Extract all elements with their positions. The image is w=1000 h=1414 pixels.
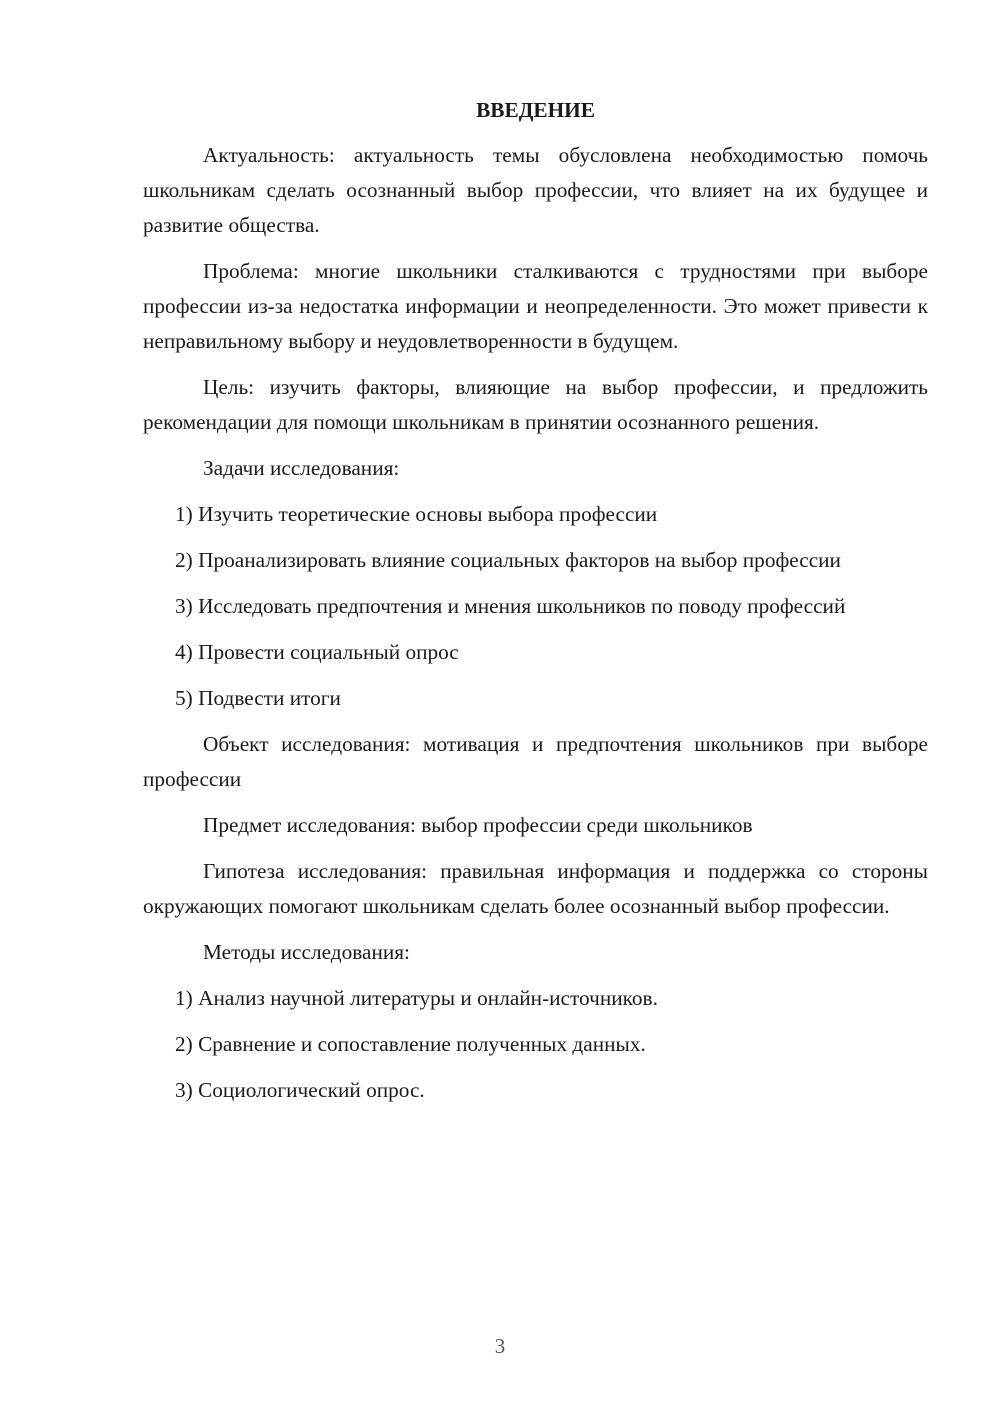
methods-heading: Методы исследования: bbox=[203, 940, 410, 964]
method-item: 2) Сравнение и сопоставление полученных данных. bbox=[175, 1032, 646, 1056]
relevance-paragraph: Актуальность: актуальность темы обусловлена необходимостью помочь школьникам сделать осознанный выбор профессии, что влияет на их будущее и развитие общества. bbox=[143, 143, 928, 237]
subject-paragraph: Предмет исследования: выбор профессии среди школьников bbox=[203, 813, 753, 837]
page-number: 3 bbox=[494, 1334, 506, 1358]
method-item: 3) Социологический опрос. bbox=[175, 1078, 425, 1102]
task-item: 5) Подвести итоги bbox=[175, 686, 341, 710]
hypothesis-paragraph: Гипотеза исследования: правильная информация и поддержка со стороны окружающих помогают школьникам сделать более осознанный выбор профессии. bbox=[143, 859, 928, 918]
task-item: 1) Изучить теоретические основы выбора профессии bbox=[175, 502, 658, 526]
task-item: 2) Проанализировать влияние социальных факторов на выбор профессии bbox=[175, 548, 841, 572]
document-page bbox=[143, 93, 928, 1119]
tasks-heading: Задачи исследования: bbox=[203, 456, 400, 480]
object-paragraph: Объект исследования: мотивация и предпочтения школьников при выборе профессии bbox=[143, 732, 928, 791]
section-title: ВВЕДЕНИЕ bbox=[476, 98, 595, 122]
goal-paragraph: Цель: изучить факторы, влияющие на выбор профессии, и предложить рекомендации для помощи школьникам в принятии осознанного решения. bbox=[143, 375, 928, 434]
task-item: 4) Провести социальный опрос bbox=[175, 640, 459, 664]
problem-paragraph: Проблема: многие школьники сталкиваются с трудностями при выборе профессии из-за недостатка информации и неопределенности. Это может привести к неправильному выбору и неудовлетворенности в будущем. bbox=[143, 259, 928, 353]
method-item: 1) Анализ научной литературы и онлайн-источников. bbox=[175, 986, 658, 1010]
task-item: 3) Исследовать предпочтения и мнения школьников по поводу профессий bbox=[175, 594, 846, 618]
